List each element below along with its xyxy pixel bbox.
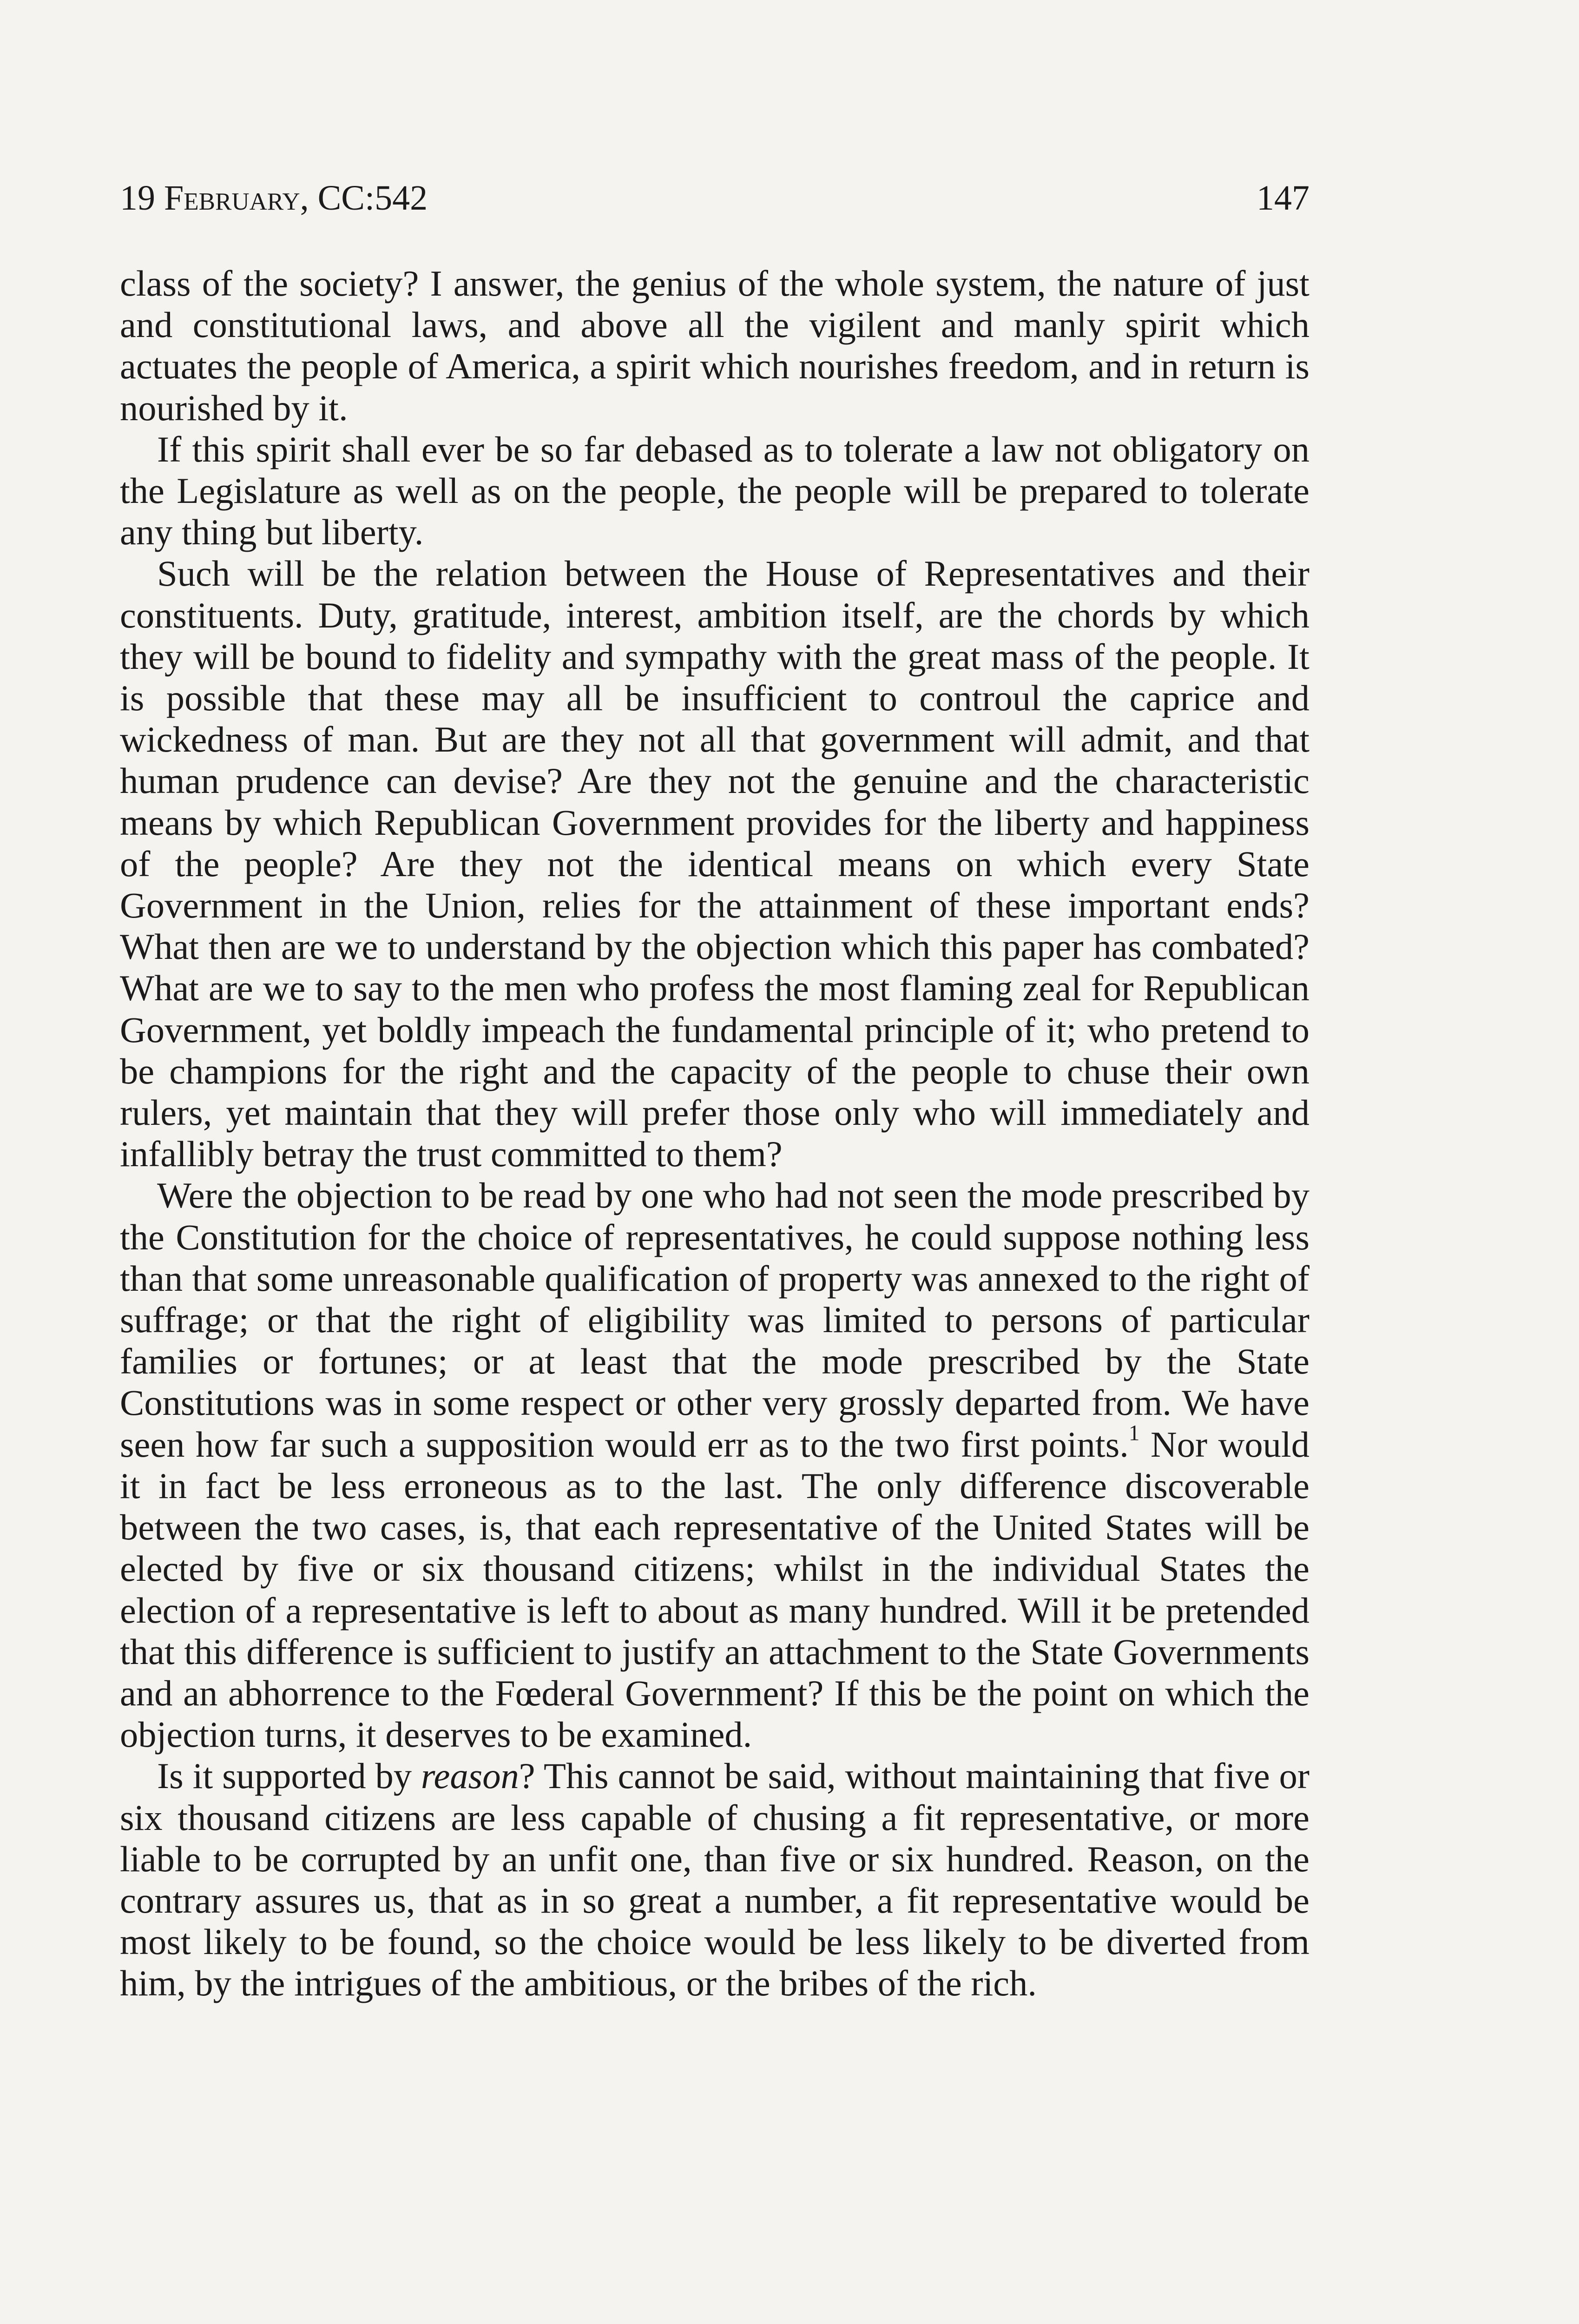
running-head-code: CC:542 bbox=[317, 178, 428, 218]
paragraph-4-text-b: Nor would it in fact be less erroneous as to the last. The only difference discoverable between the two cases, is, that each representative of the United States will be elected by five or six thousand citizens; whilst in the individual States the election of a representative is left to about as many hundred. Will it be pretended that this difference is sufficient to justify an attachment to the State Governments and an abhorrence to the Fœderal Government? If this be the point on which the objection turns, it deserves to be examined. bbox=[120, 1424, 1309, 1755]
paragraph-4 bbox=[120, 1175, 1309, 1755]
running-head-date: 19 bbox=[120, 178, 164, 218]
paragraph-1: class of the society? I answer, the genius of the whole system, the nature of just and constitutional laws, and above all the vigilent and manly spirit which actuates the people of America, a spirit which nourishes freedom, and in return is nourished by it. bbox=[120, 263, 1309, 428]
body-text bbox=[120, 263, 1309, 2004]
page-number: 147 bbox=[1257, 178, 1309, 218]
paragraph-5-text-a: Is it supported by bbox=[157, 1756, 421, 1796]
running-head-left bbox=[120, 175, 428, 221]
paragraph-3: Such will be the relation between the House of Representatives and their constituents. Duty, gratitude, interest, ambition itself, are the chords by which they will be bound to fidelity and sympathy with the great mass of the people. It is possible that these may all be insufficient to controul the caprice and wickedness of man. But are they not all that government will admit, and that human prudence can devise? Are they not the genuine and the characteristic means by which Republican Government provides for the liberty and happiness of the people? Are they not the identical means on which every State Government in the Union, relies for the attainment of these important ends? What then are we to understand by the objection which this paper has combated? What are we to say to the men who profess the most flaming zeal for Republican Government, yet boldly impeach the fundamental principle of it; who pretend to be champions for the right and the capacity of the people to chuse their own rulers, yet maintain that they will prefer those only who will immediately and infallibly betray the trust committed to them? bbox=[120, 553, 1309, 1175]
emphasis-reason: reason bbox=[421, 1756, 519, 1796]
running-head bbox=[120, 175, 1309, 221]
paragraph-5-text-b: ? This cannot be said, without maintaining that five or six thousand citizens are less capable of chusing a fit representative, or more liable to be corrupted by an unfit one, than five or six hundred. Reason, on the contrary assures us, that as in so great a number, a fit representative would be most likely to be found, so the choice would be less likely to be diverted from him, by the intrigues of the ambitious, or the bribes of the rich. bbox=[120, 1756, 1309, 2004]
paragraph-5 bbox=[120, 1755, 1309, 2004]
paragraph-2: If this spirit shall ever be so far debased as to tolerate a law not obligatory on the Legislature as well as on the people, the people will be prepared to tolerate any thing but liberty. bbox=[120, 429, 1309, 553]
paragraph-4-text-a: Were the objection to be read by one who had not seen the mode prescribed by the Constitution for the choice of representatives, he could suppose nothing less than that some unreasonable qualification of property was annexed to the right of suffrage; or that the right of eligibility was limited to persons of particular families or fortunes; or at least that the mode prescribed by the State Constitutions was in some respect or other very grossly departed from. We have seen how far such a supposition would err as to the two first points. bbox=[120, 1175, 1309, 1465]
footnote-marker: 1 bbox=[1128, 1421, 1140, 1446]
running-head-month: February bbox=[164, 178, 300, 218]
running-head-separator: , bbox=[300, 178, 318, 218]
